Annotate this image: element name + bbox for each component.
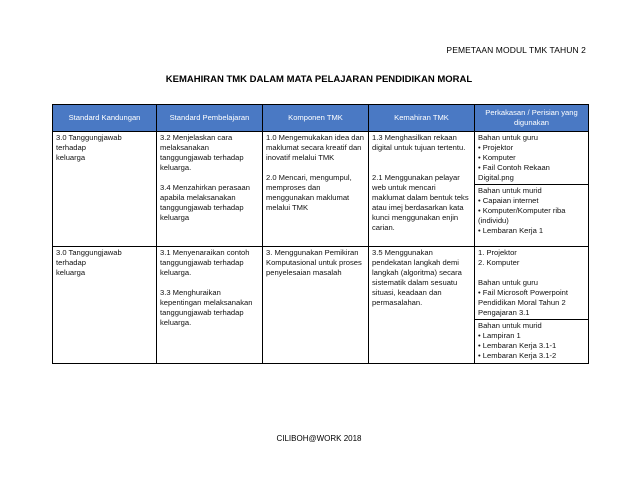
cell-line: tanggungjawab terhadap — [160, 258, 244, 267]
cell-line: 3.2 Menjelaskan cara — [160, 133, 233, 142]
cell-line: Pendidikan Moral Tahun 2 — [478, 298, 566, 307]
cell-line: 3. Menggunakan Pemikiran — [266, 248, 359, 257]
cell-line: langkah (algoritma) secara — [372, 268, 462, 277]
cell-line: • Komputer — [478, 153, 516, 162]
cell-line: Pengajaran 3.1 — [478, 308, 530, 317]
cell-line: 3.4 Menzahirkan perasaan — [160, 183, 250, 192]
cell-line: permasalahan. — [372, 298, 423, 307]
kemahiran-tmk-cell — [369, 247, 475, 364]
sub-cell-divider — [475, 184, 588, 236]
cell-line: • Lembaran Kerja 1 — [478, 226, 544, 235]
column-header: Standard Pembelajaran — [157, 105, 263, 132]
standard-kandungan-cell — [53, 247, 157, 364]
cell-line: 1.3 Menghasilkan rekaan — [372, 133, 457, 142]
cell-line: • Lembaran Kerja 3.1-1 — [478, 341, 557, 350]
standard-pembelajaran-cell — [157, 132, 263, 247]
table-row — [53, 247, 589, 364]
cell-line: sistematik dalam sesuatu — [372, 278, 458, 287]
komponen-tmk-cell — [263, 132, 369, 247]
document-header-label: PEMETAAN MODUL TMK TAHUN 2 — [446, 45, 586, 55]
column-header: Perkakasan / Perisian yang digunakan — [475, 105, 589, 132]
cell-line: keluarga — [56, 153, 86, 162]
column-header: Komponen TMK — [263, 105, 369, 132]
komponen-tmk-cell — [263, 247, 369, 364]
standard-pembelajaran-cell — [157, 247, 263, 364]
cell-line: digital untuk tujuan tertentu. — [372, 143, 466, 152]
cell-line: • Fail Contoh Rekaan — [478, 163, 550, 172]
cell-line: Komputasional untuk proses — [266, 258, 362, 267]
column-header: Kemahiran TMK — [369, 105, 475, 132]
perkakasan-cell — [475, 247, 589, 364]
perkakasan-cell — [475, 132, 589, 247]
table-row — [53, 132, 589, 247]
table-header-row — [53, 105, 589, 132]
cell-line: pendekatan langkah demi — [372, 258, 459, 267]
cell-line: carian. — [372, 223, 395, 232]
cell-line: 3.1 Menyenaraikan contoh — [160, 248, 250, 257]
cell-line: kepentingan melaksanakan — [160, 298, 253, 307]
cell-line: • Fail Microsoft Powerpoint — [478, 288, 569, 297]
cell-line: tanggungjawab terhadap — [160, 203, 244, 212]
cell-line: Bahan untuk murid — [478, 186, 542, 195]
cell-line: tanggungjawab terhadap — [160, 153, 244, 162]
cell-line: 3.0 Tanggungjawab terhadap — [56, 133, 122, 152]
cell-line: • Lembaran Kerja 3.1-2 — [478, 351, 557, 360]
cell-line: situasi, keadaan dan — [372, 288, 442, 297]
cell-line: memproses dan — [266, 183, 321, 192]
cell-line: melalui TMK — [266, 203, 309, 212]
cell-line: inovatif melalui TMK — [266, 153, 335, 162]
cell-line: Bahan untuk murid — [478, 321, 542, 330]
mapping-table — [52, 104, 589, 364]
sub-cell-divider — [475, 319, 588, 361]
cell-line: penyelesaian masalah — [266, 268, 342, 277]
cell-line: 2.1 Menggunakan pelayar — [372, 173, 460, 182]
cell-line: 3.3 Menghuraikan — [160, 288, 221, 297]
cell-line: apabila melaksanakan — [160, 193, 236, 202]
cell-line: • Capaian internet — [478, 196, 539, 205]
cell-line: atau imej berdasarkan kata — [372, 203, 464, 212]
cell-line: Digital.png — [478, 173, 514, 182]
cell-line: 1.0 Mengemukakan idea dan — [266, 133, 364, 142]
cell-line: menggunakan maklumat — [266, 193, 350, 202]
cell-line: web untuk mencari — [372, 183, 436, 192]
cell-line: keluarga. — [160, 268, 192, 277]
cell-line: 2.0 Mencari, mengumpul, — [266, 173, 352, 182]
cell-line: melaksanakan — [160, 143, 209, 152]
kemahiran-tmk-cell — [369, 132, 475, 247]
cell-line: 3.5 Menggunakan — [372, 248, 433, 257]
cell-line: Bahan untuk guru — [478, 278, 538, 287]
cell-line: 3.0 Tanggungjawab terhadap — [56, 248, 122, 267]
column-header: Standard Kandungan — [53, 105, 157, 132]
cell-line: Bahan untuk guru — [478, 133, 538, 142]
cell-line: kunci menggunakan enjin — [372, 213, 459, 222]
cell-line: • Projektor — [478, 143, 514, 152]
cell-line: 1. Projektor — [478, 248, 517, 257]
cell-line: • Lampiran 1 — [478, 331, 521, 340]
cell-line: keluarga — [160, 213, 190, 222]
document-footer: CILIBOH@WORK 2018 — [276, 434, 362, 443]
cell-line: maklumat dalam bentuk teks — [372, 193, 469, 202]
cell-line: tanggungjawab terhadap — [160, 308, 244, 317]
cell-line: maklumat secara kreatif dan — [266, 143, 362, 152]
cell-line: keluarga. — [160, 163, 192, 172]
cell-line: (individu) — [478, 216, 509, 225]
standard-kandungan-cell — [53, 132, 157, 247]
cell-line: keluarga — [56, 268, 86, 277]
document-title: KEMAHIRAN TMK DALAM MATA PELAJARAN PENDIDIKAN MORAL — [165, 74, 473, 85]
cell-line: keluarga. — [160, 318, 192, 327]
cell-line: 2. Komputer — [478, 258, 520, 267]
cell-line: • Komputer/Komputer riba — [478, 206, 566, 215]
